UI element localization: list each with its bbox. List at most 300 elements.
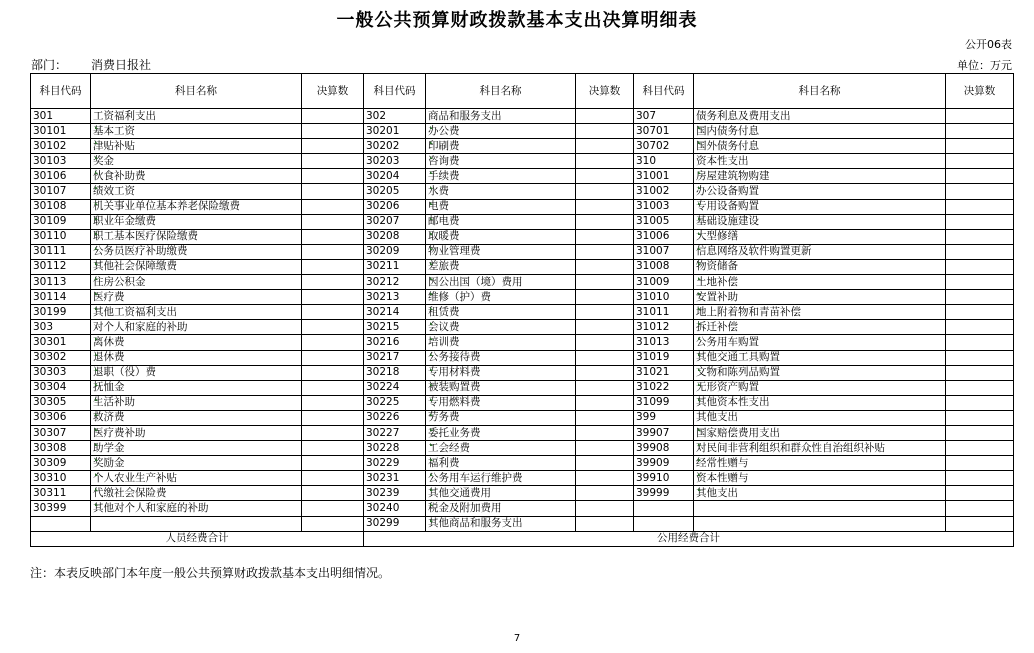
amount-cell (576, 154, 634, 169)
table-row (31, 154, 1014, 169)
subject-name: 公务接待费 (426, 350, 576, 365)
table-row (31, 184, 1014, 199)
amount-cell (302, 456, 364, 471)
amount-cell (302, 395, 364, 410)
subject-code: 30113 (31, 275, 91, 290)
col-header: 决算数 (576, 74, 634, 109)
subject-code: 30215 (364, 320, 426, 335)
subject-code: 30310 (31, 471, 91, 486)
amount-cell (576, 229, 634, 244)
amount-cell (946, 244, 1014, 259)
amount-cell (302, 244, 364, 259)
subject-name: 退职（役）费 (91, 365, 302, 380)
subject-name: 其他交通费用 (426, 486, 576, 501)
table-row (31, 139, 1014, 154)
amount-cell (576, 395, 634, 410)
personnel-total-label: 人员经费合计 (31, 531, 364, 546)
amount-cell (946, 184, 1014, 199)
col-header: 科目代码 (634, 74, 694, 109)
subject-name: 委托业务费 (426, 425, 576, 440)
subject-name: 水费 (426, 184, 576, 199)
amount-cell (946, 486, 1014, 501)
subject-code: 39910 (634, 471, 694, 486)
subject-name: 国家赔偿费用支出 (694, 425, 946, 440)
subject-name: 工会经费 (426, 441, 576, 456)
subject-code: 31010 (634, 290, 694, 305)
amount-cell (576, 259, 634, 274)
subject-name (91, 516, 302, 531)
subject-name: 助学金 (91, 441, 302, 456)
subject-code: 302 (364, 109, 426, 124)
subject-name: 专用材料费 (426, 365, 576, 380)
table-row (31, 229, 1014, 244)
table-row (31, 335, 1014, 350)
amount-cell (946, 335, 1014, 350)
table-row (31, 441, 1014, 456)
table-row (31, 486, 1014, 501)
subject-code (634, 501, 694, 516)
subject-name: 津贴补贴 (91, 139, 302, 154)
amount-cell (302, 441, 364, 456)
subject-code: 30216 (364, 335, 426, 350)
subject-name: 专用设备购置 (694, 199, 946, 214)
amount-cell (302, 214, 364, 229)
subject-code: 30208 (364, 229, 426, 244)
table-row (31, 199, 1014, 214)
subject-name: 大型修缮 (694, 229, 946, 244)
subject-name: 对民间非营利组织和群众性自治组织补贴 (694, 441, 946, 456)
subject-name: 土地补偿 (694, 275, 946, 290)
subject-name (694, 501, 946, 516)
amount-cell (946, 441, 1014, 456)
subject-code: 30204 (364, 169, 426, 184)
subject-name: 邮电费 (426, 214, 576, 229)
amount-cell (576, 199, 634, 214)
table-row (31, 350, 1014, 365)
page-number: 7 (513, 633, 521, 644)
subject-name: 其他商品和服务支出 (426, 516, 576, 531)
subject-code: 30299 (364, 516, 426, 531)
table-row (31, 169, 1014, 184)
subject-name: 医疗费补助 (91, 425, 302, 440)
subject-name: 办公费 (426, 124, 576, 139)
table-row (31, 471, 1014, 486)
table-row (31, 244, 1014, 259)
subject-code: 30201 (364, 124, 426, 139)
subject-code: 303 (31, 320, 91, 335)
subject-code: 30214 (364, 305, 426, 320)
amount-cell (576, 410, 634, 425)
subject-code (31, 516, 91, 531)
subject-name: 其他支出 (694, 486, 946, 501)
subject-name: 公务用车运行维护费 (426, 471, 576, 486)
subject-name: 基本工资 (91, 124, 302, 139)
subject-code: 31009 (634, 275, 694, 290)
table-row (31, 410, 1014, 425)
table-row (31, 365, 1014, 380)
subject-name: 安置补助 (694, 290, 946, 305)
subject-name: 会议费 (426, 320, 576, 335)
amount-cell (302, 124, 364, 139)
amount-cell (576, 320, 634, 335)
subject-code: 30203 (364, 154, 426, 169)
amount-cell (302, 109, 364, 124)
amount-cell (946, 305, 1014, 320)
amount-cell (946, 124, 1014, 139)
subject-code: 31021 (634, 365, 694, 380)
dept-label: 部门： (31, 58, 68, 72)
subject-code: 30304 (31, 380, 91, 395)
public-total-label: 公用经费合计 (364, 531, 1014, 546)
subject-code: 39908 (634, 441, 694, 456)
subject-code: 30226 (364, 410, 426, 425)
subject-name: 退休费 (91, 350, 302, 365)
subject-code: 30202 (364, 139, 426, 154)
col-header: 科目代码 (31, 74, 91, 109)
subject-name: 公务用车购置 (694, 335, 946, 350)
amount-cell (946, 154, 1014, 169)
subject-name (694, 516, 946, 531)
amount-cell (576, 471, 634, 486)
table-row (31, 395, 1014, 410)
subject-name: 物业管理费 (426, 244, 576, 259)
subject-name: 职业年金缴费 (91, 214, 302, 229)
subject-code: 30309 (31, 456, 91, 471)
subject-name: 物资储备 (694, 259, 946, 274)
subject-name: 商品和服务支出 (426, 109, 576, 124)
amount-cell (946, 410, 1014, 425)
subject-name: 文物和陈列品购置 (694, 365, 946, 380)
subject-code: 307 (634, 109, 694, 124)
amount-cell (576, 244, 634, 259)
amount-cell (946, 139, 1014, 154)
subject-code: 31001 (634, 169, 694, 184)
subject-name: 地上附着物和青苗补偿 (694, 305, 946, 320)
subject-code: 30311 (31, 486, 91, 501)
amount-cell (302, 380, 364, 395)
subject-code: 30227 (364, 425, 426, 440)
subject-code: 30228 (364, 441, 426, 456)
subject-name: 取暖费 (426, 229, 576, 244)
table-row (31, 305, 1014, 320)
page-title: 一般公共预算财政拨款基本支出决算明细表 (336, 10, 698, 31)
subject-name: 被装购置费 (426, 380, 576, 395)
subject-name: 房屋建筑物购建 (694, 169, 946, 184)
amount-cell (946, 365, 1014, 380)
amount-cell (946, 109, 1014, 124)
subject-code: 30211 (364, 259, 426, 274)
subject-name: 租赁费 (426, 305, 576, 320)
unit-label: 单位：万元 (957, 59, 1012, 72)
table-row (31, 214, 1014, 229)
subject-name: 因公出国（境）费用 (426, 275, 576, 290)
subject-code: 30102 (31, 139, 91, 154)
amount-cell (576, 290, 634, 305)
amount-cell (946, 501, 1014, 516)
amount-cell (302, 169, 364, 184)
amount-cell (946, 380, 1014, 395)
subject-code: 31022 (634, 380, 694, 395)
amount-cell (576, 169, 634, 184)
amount-cell (302, 350, 364, 365)
subject-code: 30213 (364, 290, 426, 305)
subject-name: 其他对个人和家庭的补助 (91, 501, 302, 516)
form-code: 公开06表 (965, 38, 1012, 51)
subject-code: 30109 (31, 214, 91, 229)
subject-name: 咨询费 (426, 154, 576, 169)
amount-cell (576, 335, 634, 350)
subject-name: 手续费 (426, 169, 576, 184)
subject-code: 30701 (634, 124, 694, 139)
amount-cell (302, 305, 364, 320)
subject-code: 30307 (31, 425, 91, 440)
amount-cell (576, 184, 634, 199)
subject-name: 救济费 (91, 410, 302, 425)
subject-name: 无形资产购置 (694, 380, 946, 395)
amount-cell (302, 516, 364, 531)
subject-name: 其他社会保障缴费 (91, 259, 302, 274)
subject-code: 30114 (31, 290, 91, 305)
amount-cell (302, 139, 364, 154)
subject-name: 税金及附加费用 (426, 501, 576, 516)
subject-name: 伙食补助费 (91, 169, 302, 184)
amount-cell (576, 441, 634, 456)
subject-code: 30308 (31, 441, 91, 456)
amount-cell (302, 471, 364, 486)
subject-name: 其他工资福利支出 (91, 305, 302, 320)
subject-name: 国外债务付息 (694, 139, 946, 154)
amount-cell (302, 259, 364, 274)
header-row (31, 74, 1014, 109)
footer-row (31, 531, 1014, 546)
subject-code: 31003 (634, 199, 694, 214)
amount-cell (946, 275, 1014, 290)
amount-cell (302, 184, 364, 199)
subject-name: 国内债务付息 (694, 124, 946, 139)
col-header: 科目名称 (694, 74, 946, 109)
subject-name: 维修（护）费 (426, 290, 576, 305)
subject-code: 30231 (364, 471, 426, 486)
amount-cell (946, 350, 1014, 365)
amount-cell (946, 320, 1014, 335)
amount-cell (302, 229, 364, 244)
subject-name: 奖金 (91, 154, 302, 169)
subject-name: 资本性赠与 (694, 471, 946, 486)
expenditure-table (30, 73, 1014, 547)
subject-code: 30107 (31, 184, 91, 199)
subject-code: 31012 (634, 320, 694, 335)
subject-code: 30229 (364, 456, 426, 471)
amount-cell (946, 214, 1014, 229)
subject-code: 30702 (634, 139, 694, 154)
subject-name: 办公设备购置 (694, 184, 946, 199)
subject-code: 31008 (634, 259, 694, 274)
amount-cell (946, 516, 1014, 531)
subject-name: 工资福利支出 (91, 109, 302, 124)
subject-code: 30212 (364, 275, 426, 290)
subject-code: 30302 (31, 350, 91, 365)
subject-code: 30239 (364, 486, 426, 501)
amount-cell (576, 486, 634, 501)
subject-code: 30306 (31, 410, 91, 425)
subject-name: 电费 (426, 199, 576, 214)
subject-name: 住房公积金 (91, 275, 302, 290)
subject-name: 公务员医疗补助缴费 (91, 244, 302, 259)
subject-code: 30206 (364, 199, 426, 214)
subject-code: 31006 (634, 229, 694, 244)
subject-code: 399 (634, 410, 694, 425)
subject-name: 机关事业单位基本养老保险缴费 (91, 199, 302, 214)
subject-code: 30218 (364, 365, 426, 380)
subject-name: 福利费 (426, 456, 576, 471)
subject-code: 30101 (31, 124, 91, 139)
subject-code: 31099 (634, 395, 694, 410)
table-row (31, 124, 1014, 139)
subject-name: 其他支出 (694, 410, 946, 425)
table-note: 注：本表反映部门本年度一般公共预算财政拨款基本支出明细情况。 (30, 566, 391, 580)
subject-code: 31013 (634, 335, 694, 350)
subject-code: 39907 (634, 425, 694, 440)
department (31, 56, 151, 73)
table-row (31, 259, 1014, 274)
amount-cell (576, 275, 634, 290)
amount-cell (946, 199, 1014, 214)
amount-cell (302, 335, 364, 350)
amount-cell (302, 290, 364, 305)
amount-cell (946, 395, 1014, 410)
subject-name: 职工基本医疗保险缴费 (91, 229, 302, 244)
table-row (31, 275, 1014, 290)
amount-cell (302, 410, 364, 425)
subject-name: 差旅费 (426, 259, 576, 274)
subject-name: 基础设施建设 (694, 214, 946, 229)
subject-code: 30217 (364, 350, 426, 365)
amount-cell (946, 229, 1014, 244)
subject-name: 劳务费 (426, 410, 576, 425)
subject-name: 个人农业生产补贴 (91, 471, 302, 486)
table-row (31, 425, 1014, 440)
subject-name: 资本性支出 (694, 154, 946, 169)
subject-code: 30305 (31, 395, 91, 410)
table-row (31, 516, 1014, 531)
subject-code: 30209 (364, 244, 426, 259)
table-row (31, 109, 1014, 124)
subject-code: 31019 (634, 350, 694, 365)
subject-code: 39999 (634, 486, 694, 501)
subject-name: 绩效工资 (91, 184, 302, 199)
subject-name: 债务利息及费用支出 (694, 109, 946, 124)
subject-name: 代缴社会保险费 (91, 486, 302, 501)
amount-cell (576, 305, 634, 320)
subject-code: 30112 (31, 259, 91, 274)
amount-cell (576, 365, 634, 380)
amount-cell (302, 365, 364, 380)
col-header: 科目代码 (364, 74, 426, 109)
subject-name: 对个人和家庭的补助 (91, 320, 302, 335)
subject-code: 30199 (31, 305, 91, 320)
amount-cell (946, 259, 1014, 274)
subject-code: 31007 (634, 244, 694, 259)
amount-cell (576, 109, 634, 124)
subject-name: 经常性赠与 (694, 456, 946, 471)
subject-code: 310 (634, 154, 694, 169)
subject-name: 奖励金 (91, 456, 302, 471)
amount-cell (946, 425, 1014, 440)
table-row (31, 290, 1014, 305)
subject-code: 30207 (364, 214, 426, 229)
amount-cell (302, 501, 364, 516)
subject-code: 30224 (364, 380, 426, 395)
amount-cell (302, 486, 364, 501)
subject-code: 30108 (31, 199, 91, 214)
amount-cell (946, 456, 1014, 471)
amount-cell (946, 471, 1014, 486)
subject-name: 离休费 (91, 335, 302, 350)
subject-name: 拆迁补偿 (694, 320, 946, 335)
amount-cell (302, 199, 364, 214)
table-row (31, 380, 1014, 395)
amount-cell (946, 169, 1014, 184)
subject-code: 30205 (364, 184, 426, 199)
col-header: 科目名称 (91, 74, 302, 109)
subject-code: 30399 (31, 501, 91, 516)
amount-cell (576, 516, 634, 531)
subject-code: 31011 (634, 305, 694, 320)
amount-cell (576, 501, 634, 516)
col-header: 决算数 (946, 74, 1014, 109)
amount-cell (576, 380, 634, 395)
subject-name: 其他资本性支出 (694, 395, 946, 410)
amount-cell (946, 290, 1014, 305)
subject-code (634, 516, 694, 531)
subject-name: 抚恤金 (91, 380, 302, 395)
amount-cell (576, 456, 634, 471)
col-header: 决算数 (302, 74, 364, 109)
subject-code: 30303 (31, 365, 91, 380)
table-row (31, 456, 1014, 471)
dept-name: 消费日报社 (91, 58, 152, 72)
subject-code: 301 (31, 109, 91, 124)
subject-name: 医疗费 (91, 290, 302, 305)
subject-code: 30111 (31, 244, 91, 259)
amount-cell (302, 320, 364, 335)
table-row (31, 501, 1014, 516)
subject-name: 其他交通工具购置 (694, 350, 946, 365)
amount-cell (302, 154, 364, 169)
subject-code: 30106 (31, 169, 91, 184)
amount-cell (302, 425, 364, 440)
amount-cell (576, 350, 634, 365)
subject-code: 31005 (634, 214, 694, 229)
subject-code: 30225 (364, 395, 426, 410)
amount-cell (302, 275, 364, 290)
subject-name: 信息网络及软件购置更新 (694, 244, 946, 259)
col-header: 科目名称 (426, 74, 576, 109)
subject-code: 30110 (31, 229, 91, 244)
subject-code: 39909 (634, 456, 694, 471)
subject-code: 30103 (31, 154, 91, 169)
subject-code: 31002 (634, 184, 694, 199)
subject-name: 培训费 (426, 335, 576, 350)
subject-name: 印刷费 (426, 139, 576, 154)
subject-code: 30301 (31, 335, 91, 350)
table-row (31, 320, 1014, 335)
subject-name: 专用燃料费 (426, 395, 576, 410)
amount-cell (576, 124, 634, 139)
amount-cell (576, 214, 634, 229)
amount-cell (576, 139, 634, 154)
subject-name: 生活补助 (91, 395, 302, 410)
